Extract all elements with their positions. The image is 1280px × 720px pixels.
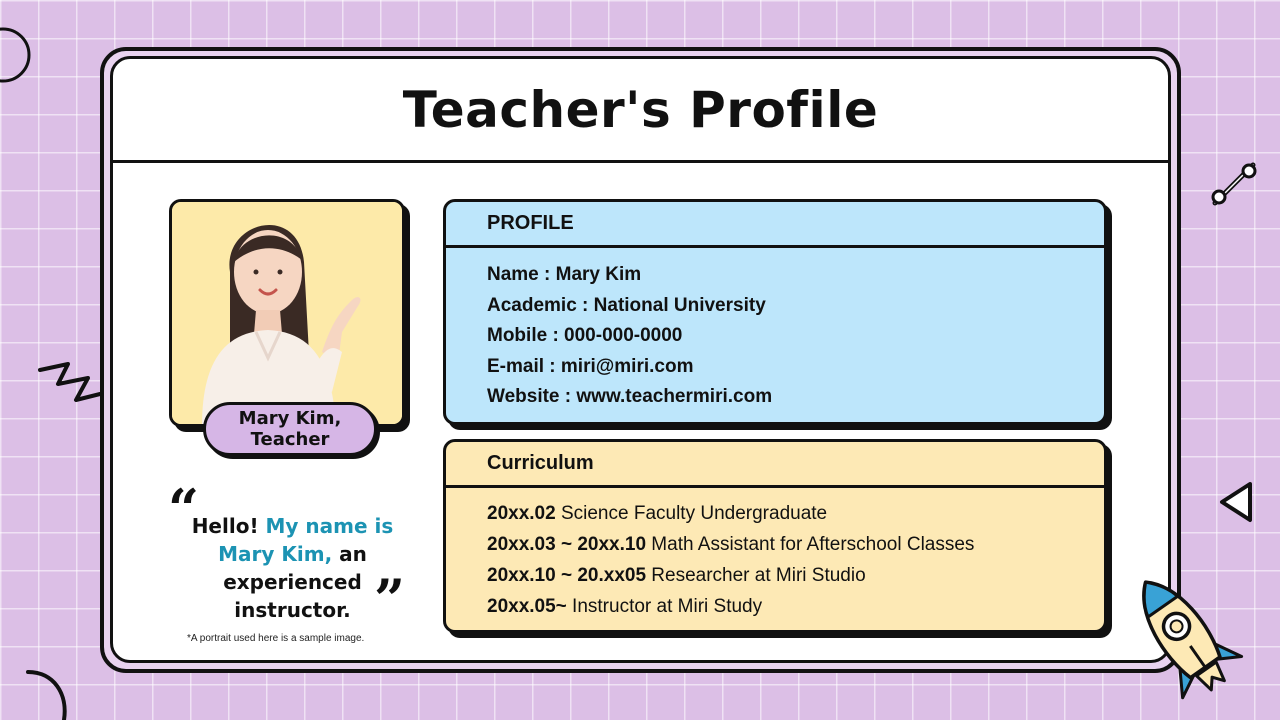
profile-row-mobile: Mobile : 000-000-0000 [487,325,683,346]
profile-row-email: E-mail : miri@miri.com [487,355,694,377]
arc-deco-icon [24,664,74,720]
profile-row-website: Website : www.teachermiri.com [487,386,773,407]
percent-deco-icon [1205,155,1263,213]
title-bar [113,59,1168,163]
teacher-portrait [169,199,405,427]
zigzag-deco-icon [36,360,104,422]
curriculum-heading: Curriculum [446,442,1104,488]
curriculum-row: 20xx.05~ Instructor at Miri Study [487,596,763,617]
teacher-name: Mary Kim, [238,408,342,429]
curriculum-card [443,439,1107,633]
teacher-name-badge [203,402,377,456]
profile-row-name: Name : Mary Kim [487,264,642,285]
profile-details [446,248,1104,413]
curriculum-row: 20xx.10 ~ 20.xx05 Researcher at Miri Studio [487,565,866,586]
portrait-footnote: *A portrait used here is a sample image. [187,633,365,644]
profile-card [443,199,1107,425]
page-title: Teacher's Profile [402,80,879,139]
profile-heading: PROFILE [446,202,1104,248]
curriculum-list [446,488,1104,622]
profile-row-academic: Academic : National University [487,294,766,316]
circle-deco-icon [0,26,34,84]
portrait-illustration [172,202,404,426]
teacher-role: Teacher [250,429,330,450]
quote-open-icon: “ [168,477,200,541]
intro-quote: Hello! My name is Mary Kim, an experienced instructor. [191,514,394,622]
quote-close-icon: ” [374,567,406,631]
rocket-icon [1118,562,1250,712]
curriculum-row: 20xx.02 Science Faculty Undergraduate [487,503,828,524]
curriculum-row: 20xx.03 ~ 20xx.10 Math Assistant for Afterschool Classes [487,534,975,555]
triangle-deco-icon [1214,478,1260,526]
